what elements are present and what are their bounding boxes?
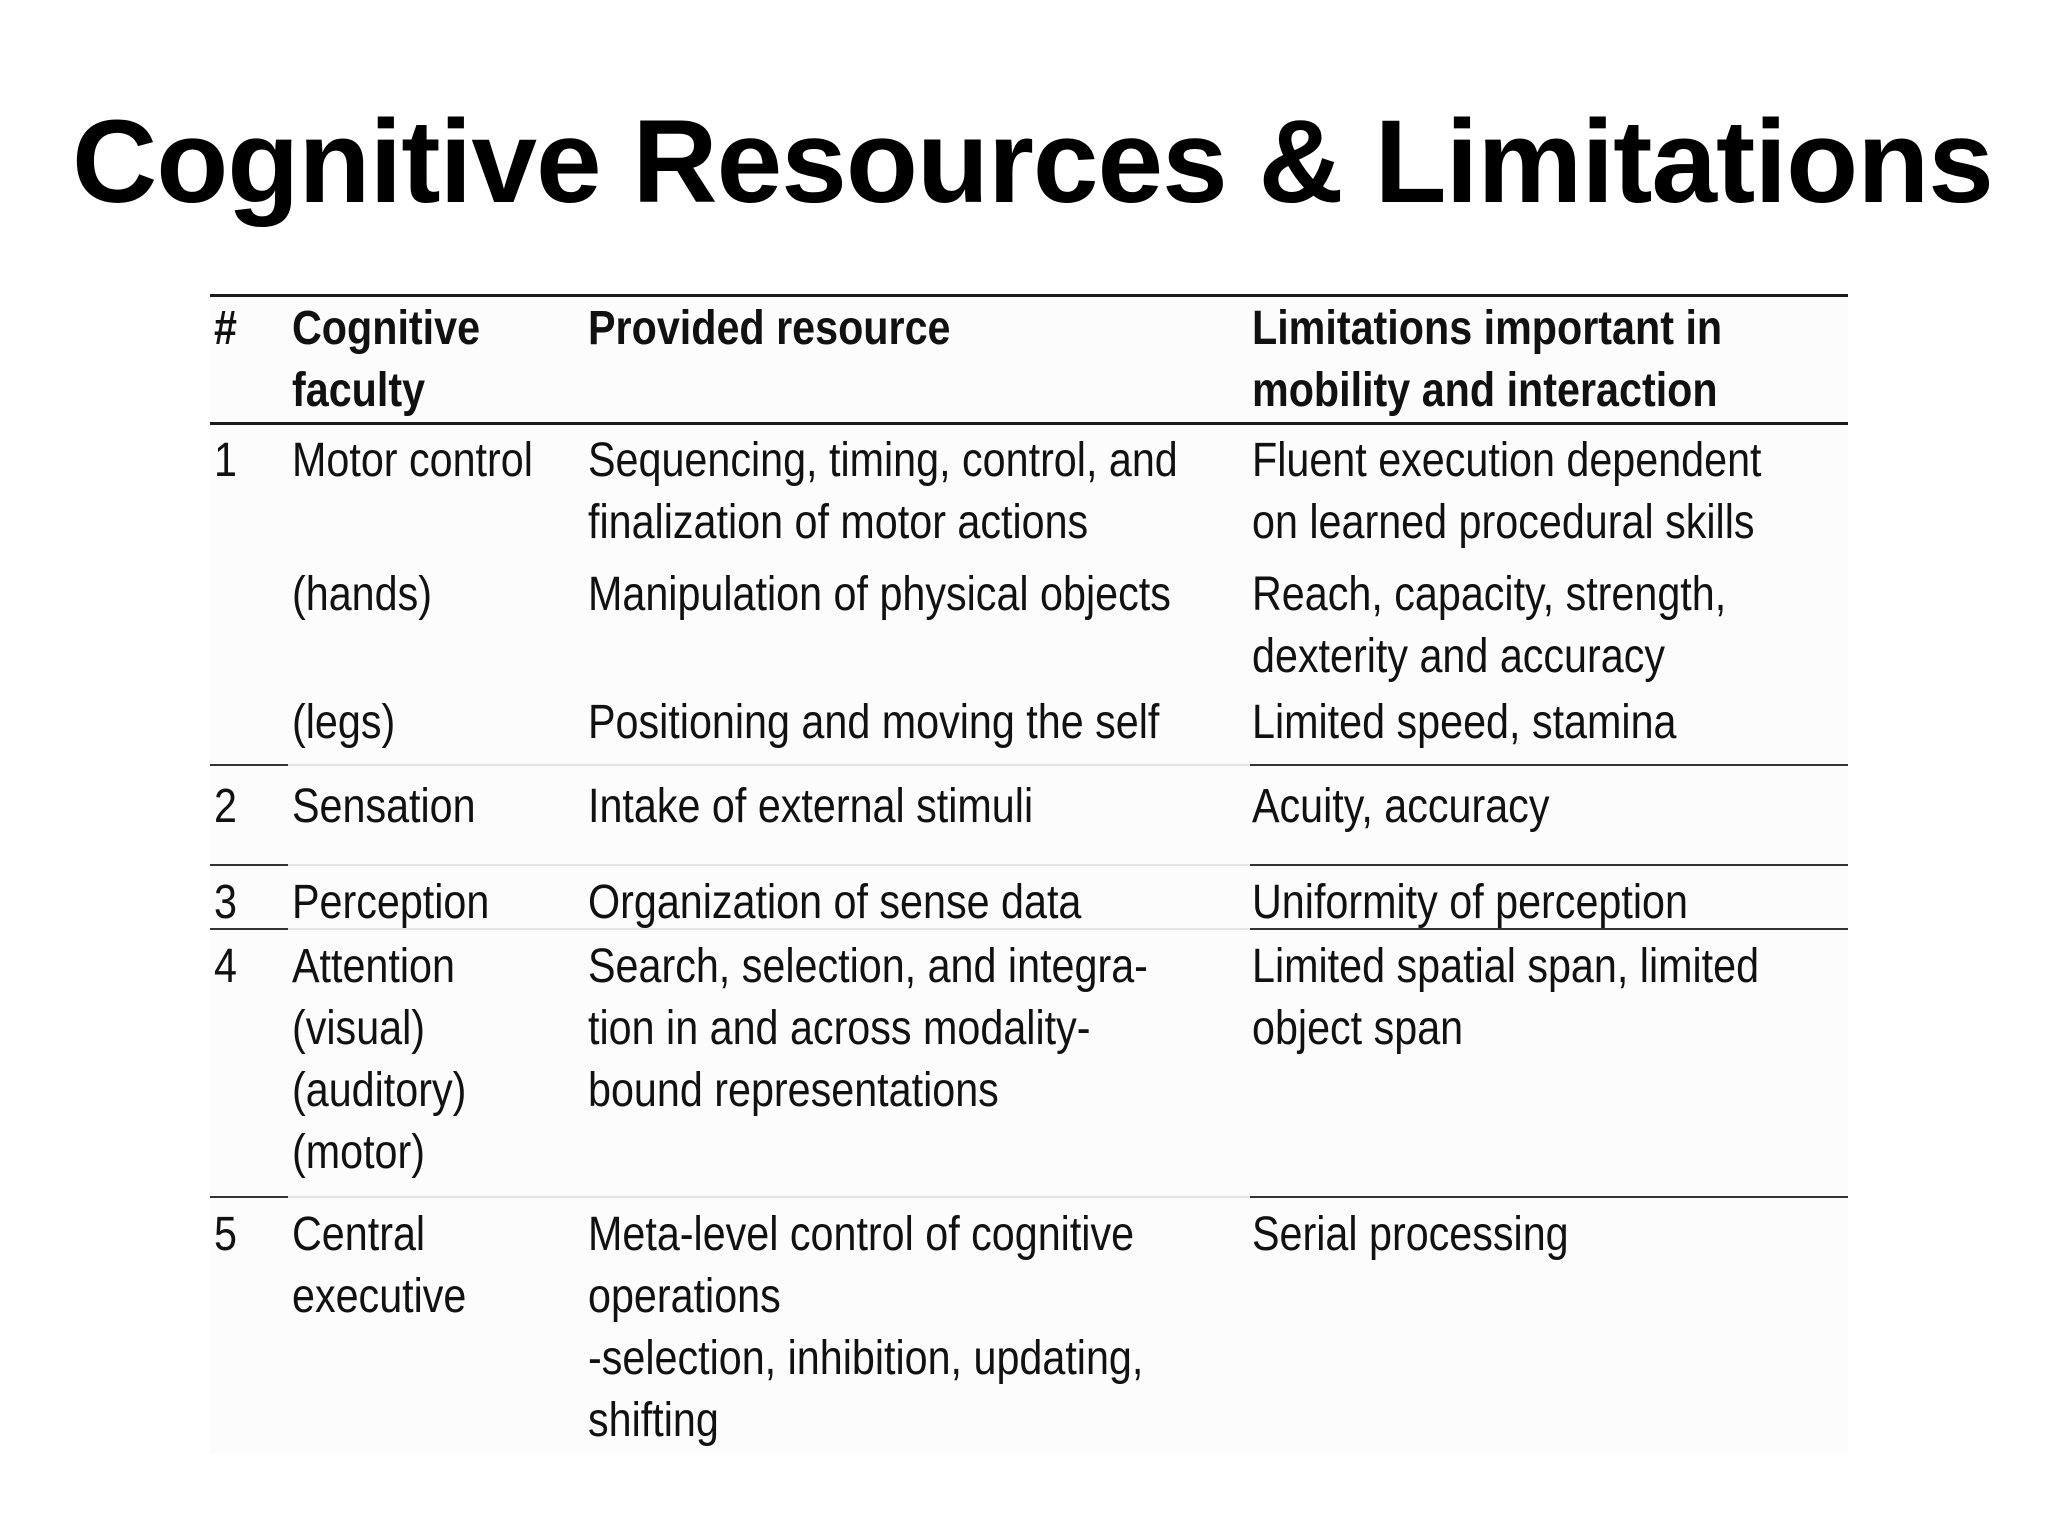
row-divider-5-left xyxy=(210,1196,288,1198)
limitation-cell: Uniformity of perception xyxy=(1252,876,1688,929)
limitation-cell: Serial processing xyxy=(1252,1208,1569,1261)
header-provided-resource: Provided resource xyxy=(588,302,951,355)
table-top-rule xyxy=(210,294,1848,297)
resource-cell: Search, selection, and integra- tion in and across modality- bound representations xyxy=(588,940,1148,1117)
slide-title: Cognitive Resources & Limitations xyxy=(72,96,1993,228)
resource-cell: Meta-level control of cognitive operations -selection, inhibition, updating, shifting xyxy=(588,1208,1144,1447)
resource-cell: Sequencing, timing, control, and finalization of motor actions xyxy=(588,434,1178,549)
resource-cell: Positioning and moving the self xyxy=(588,696,1160,749)
row-divider-2-right xyxy=(1250,764,1848,766)
limitation-cell: Limited speed, stamina xyxy=(1252,696,1677,749)
row-divider-3-left xyxy=(210,864,288,866)
faculty-cell: (hands) xyxy=(292,568,432,621)
row-number: 1 xyxy=(214,434,237,487)
faculty-cell: Central executive xyxy=(292,1208,467,1323)
cognitive-resources-table xyxy=(210,294,1848,1454)
faculty-cell: Motor control xyxy=(292,434,533,487)
header-cognitive-faculty: Cognitive faculty xyxy=(292,302,481,417)
row-number: 4 xyxy=(214,940,237,993)
faculty-cell: Attention (visual) (auditory) (motor) xyxy=(292,940,467,1179)
resource-cell: Organization of sense data xyxy=(588,876,1082,929)
header-limitations: Limitations important in mobility and interaction xyxy=(1252,302,1723,417)
row-divider-5-right xyxy=(1250,1196,1848,1198)
resource-cell: Manipulation of physical objects xyxy=(588,568,1171,621)
resource-cell: Intake of external stimuli xyxy=(588,780,1034,833)
row-number: 3 xyxy=(214,876,237,929)
header-number: # xyxy=(214,302,237,355)
limitation-cell: Limited spatial span, limited object span xyxy=(1252,940,1760,1055)
header-bottom-rule xyxy=(210,422,1848,425)
row-divider-5-mid xyxy=(288,1196,1250,1198)
faculty-cell: (legs) xyxy=(292,696,396,749)
row-divider-2-mid xyxy=(288,764,1250,766)
limitation-cell: Fluent execution dependent on learned procedural skills xyxy=(1252,434,1762,549)
row-divider-2-left xyxy=(210,764,288,766)
row-divider-3-mid xyxy=(288,864,1250,866)
row-number: 2 xyxy=(214,780,237,833)
faculty-cell: Sensation xyxy=(292,780,476,833)
limitation-cell: Acuity, accuracy xyxy=(1252,780,1550,833)
row-number: 5 xyxy=(214,1208,237,1261)
row-divider-3-right xyxy=(1250,864,1848,866)
faculty-cell: Perception xyxy=(292,876,490,929)
limitation-cell: Reach, capacity, strength, dexterity and accuracy xyxy=(1252,568,1727,683)
